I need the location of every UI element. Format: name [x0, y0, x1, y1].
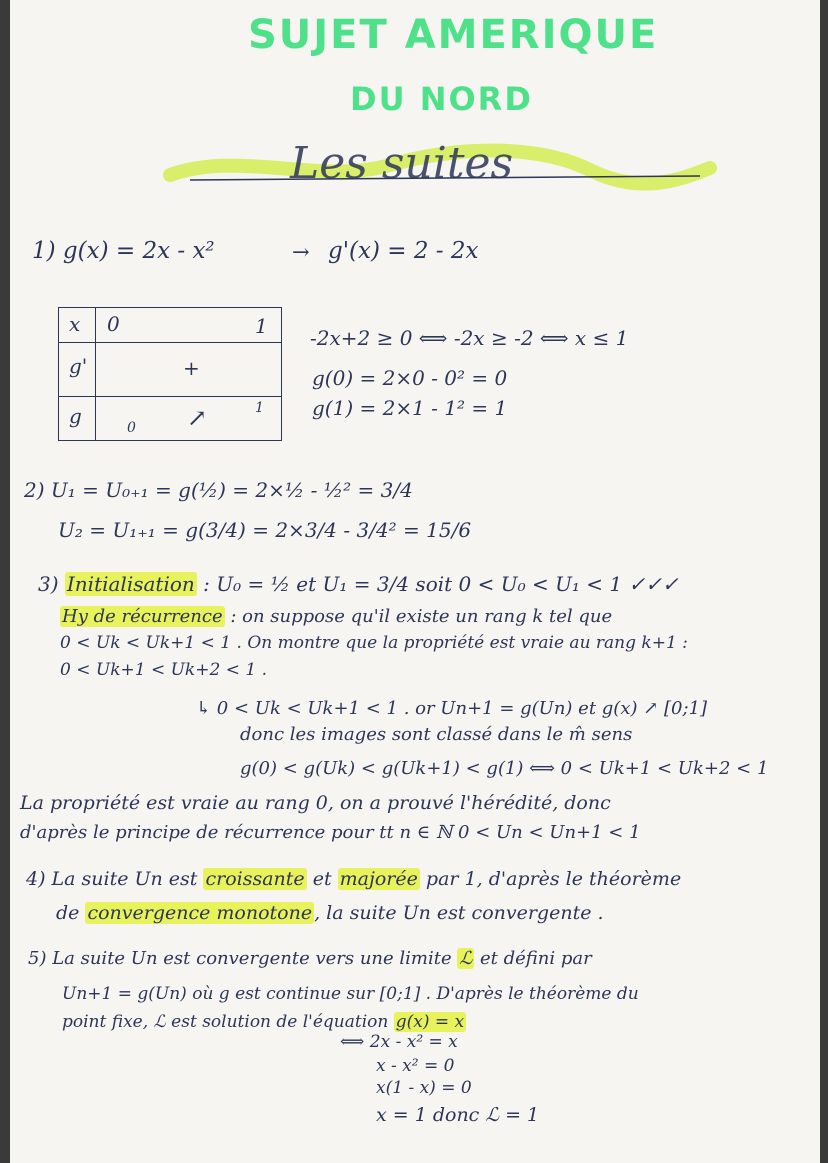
q4-highlight-convergence: convergence monotone — [87, 902, 313, 924]
q4-line1 — [26, 868, 681, 890]
table-divider-vertical — [95, 308, 96, 440]
q5-line3-a: point fixe, ℒ est solution de l'équation — [62, 1012, 394, 1032]
table-x-start: 0 — [107, 312, 120, 336]
q3-step2: donc les images sont classé dans le m̂ sens — [240, 724, 633, 745]
q3-init-text: : U₀ = ½ et U₁ = 3/4 soit 0 < U₀ < U₁ < 1 ✓✓✓ — [196, 572, 679, 596]
title-line1: SUJET AMERIQUE — [248, 12, 659, 58]
q3-prefix: 3) — [38, 572, 65, 596]
table-x-label: x — [69, 312, 81, 336]
q5-line1-a: 5) La suite Un est convergente vers une limite — [28, 948, 458, 969]
table-g-start: 0 — [127, 420, 136, 436]
q5-eq4: x = 1 donc ℒ = 1 — [376, 1104, 540, 1126]
q5-highlight-equation: g(x) = x — [395, 1012, 465, 1032]
table-g-label: g — [69, 404, 82, 428]
variation-table — [58, 307, 282, 441]
q3-conclusion1: La propriété est vraie au rang 0, on a prouvé l'hérédité, donc — [20, 792, 611, 814]
q5-line2: Un+1 = g(Un) où g est continue sur [0;1] . D'après le théorème du — [62, 984, 639, 1004]
q5-line1 — [28, 948, 592, 969]
q1-function-def: 1) g(x) = 2x - x² — [32, 238, 215, 264]
q3-step3: g(0) < g(Uk) < g(Uk+1) < g(1) ⟺ 0 < Uk+1 < Uk+2 < 1 — [240, 758, 769, 779]
q4-text-c: par 1, d'après le théorème — [419, 868, 682, 890]
table-g-end: 1 — [255, 400, 264, 416]
q4-text-a: 4) La suite Un est — [26, 868, 204, 890]
q1-derivative: g'(x) = 2 - 2x — [328, 238, 479, 264]
q1-arrow: → — [292, 240, 310, 264]
q4-line2-b: , la suite Un est convergente . — [314, 902, 604, 924]
q1-g1: g(1) = 2×1 - 1² = 1 — [312, 396, 508, 420]
q4-line2-a: de — [56, 902, 86, 924]
q3-initialisation — [38, 572, 679, 596]
table-gprime-sign: + — [183, 356, 200, 380]
table-divider-row1 — [59, 342, 281, 343]
q1-g0: g(0) = 2×0 - 0² = 0 — [312, 366, 508, 390]
q1-inequality: -2x+2 ≥ 0 ⟺ -2x ≥ -2 ⟺ x ≤ 1 — [310, 326, 629, 350]
title-line2: DU NORD — [350, 80, 533, 118]
q2-u1: 2) U₁ = U₀₊₁ = g(½) = 2×½ - ½² = 3/4 — [24, 478, 413, 502]
q3-hyp-text: : on suppose qu'il existe un rang k tel que — [224, 606, 613, 627]
q3-conclusion2: d'après le principe de récurrence pour tt n ∈ ℕ 0 < Un < Un+1 < 1 — [20, 822, 641, 843]
q5-line1-b: et défini par — [474, 948, 592, 969]
subtitle: Les suites — [290, 138, 514, 189]
q4-highlight-croissante: croissante — [205, 868, 305, 890]
q5-highlight-limit: ℒ — [459, 948, 473, 969]
q5-eq2: x - x² = 0 — [376, 1056, 455, 1076]
q3-init-label: Initialisation — [66, 572, 195, 596]
q4-line2 — [56, 902, 604, 924]
q5-eq1: ⟺ 2x - x² = x — [340, 1032, 458, 1052]
q3-hypothesis — [60, 606, 612, 627]
table-divider-row2 — [59, 396, 281, 397]
q3-hyp-label: Hy de récurrence — [62, 606, 223, 627]
table-gprime-label: g' — [69, 354, 88, 378]
q5-eq3: x(1 - x) = 0 — [376, 1078, 472, 1098]
q4-highlight-majoree: majorée — [339, 868, 418, 890]
q3-step1: ↳ 0 < Uk < Uk+1 < 1 . or Un+1 = g(Un) et g(x) ↗ [0;1] — [196, 698, 708, 719]
q3-hyp-line2: 0 < Uk < Uk+1 < 1 . On montre que la propriété est vraie au rang k+1 : — [60, 633, 688, 653]
q4-text-b: et — [306, 868, 338, 890]
table-x-end: 1 — [255, 314, 268, 338]
notebook-page — [10, 0, 820, 1163]
q2-u2: U₂ = U₁₊₁ = g(3/4) = 2×3/4 - 3/4² = 15/6 — [58, 518, 472, 542]
q3-hyp-line3: 0 < Uk+1 < Uk+2 < 1 . — [60, 660, 267, 680]
q5-line3 — [62, 1012, 466, 1032]
table-g-arrow: ↗ — [187, 404, 208, 432]
